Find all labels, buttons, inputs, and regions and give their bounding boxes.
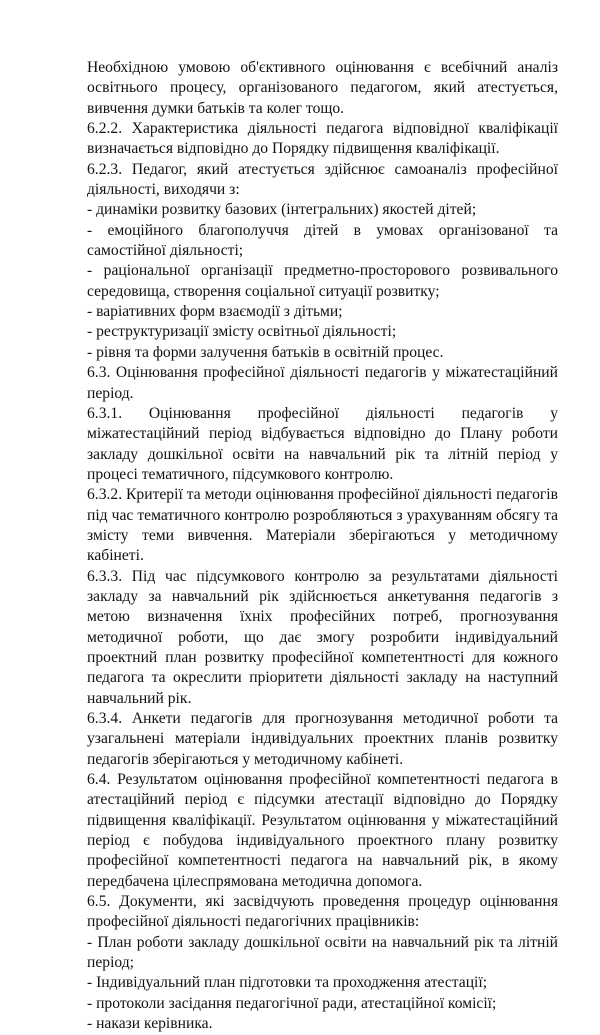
paragraph-intro: Необхідною умовою об'єктивного оцінювання є всебічний аналіз освітнього процесу, організованого педагогом, який атестується, вивчення думки батьків та колег тощо. [87, 59, 558, 117]
list-item: - варіативних форм взаємодії з дітьми; [87, 303, 343, 321]
paragraph-6-3-4: 6.3.4. Анкети педагогів для прогнозування методичної роботи та узагальнені матеріали індивідуальних проектних планів розвитку педагогів зберігаються у методичному кабінеті. [87, 710, 558, 768]
document-page [87, 58, 558, 1035]
list-item: - протоколи засідання педагогічної ради, атестаційної комісії; [87, 994, 497, 1012]
paragraph-6-5: 6.5. Документи, які засвідчують проведення процедур оцінювання професійної діяльності педагогічних працівників: [87, 893, 558, 931]
list-item: - накази керівника. [87, 1015, 213, 1033]
paragraph-6-2-2: 6.2.2. Характеристика діяльності педагога відповідної кваліфікації визначається відповідно до Порядку підвищення кваліфікації. [87, 120, 558, 158]
list-item: - емоційного благополуччя дітей в умовах організованої та самостійної діяльності; [87, 221, 558, 260]
paragraph-6-3-1: 6.3.1. Оцінювання професійної діяльності педагогів у міжатестаційний період відбувається відповідно до Плану роботи закладу дошкільної освіти на навчальний рік та літній період у процесі тематичного, підсумкового контролю. [87, 404, 558, 483]
list-item: - раціональної організації предметно-просторового розвивального середовища, створення соціальної ситуації розвитку; [87, 262, 558, 300]
paragraph-6-2-3: 6.2.3. Педагог, який атестується здійснює самоаналіз професійної діяльності, виходячи з: [87, 160, 558, 199]
paragraph-6-3: 6.3. Оцінювання професійної діяльності педагогів у міжатестаційний період. [87, 364, 558, 402]
list-item: - реструктуризації змісту освітньої діяльності; [87, 323, 397, 341]
paragraph-6-3-3: 6.3.3. Під час підсумкового контролю за результатами діяльності закладу за навчальний рік здійснюється анкетування педагогів з метою визначення їхніх професійних потреб, прогнозування методичної роботи, що дає змогу розробити індивідуальний проектний план розвитку професійної компетентності для кожного педагога та окреслити пріоритети діяльності закладу на наступний навчальний рік. [87, 567, 558, 707]
list-item: - динаміки розвитку базових (інтегральних) якостей дітей; [87, 201, 477, 219]
list-item: - Індивідуальний план підготовки та проходження атестації; [87, 974, 488, 992]
paragraph-6-4: 6.4. Результатом оцінювання професійної компетентності педагога в атестаційний період є підсумки атестації відповідно до Порядку підвищення кваліфікації. Результатом оцінювання у міжатестаційний період є побудова індивідуального проектного плану розвитку професійної компетентності педагога на навчальний рік, в якому передбачена цілеспрямована методична допомога. [87, 771, 558, 890]
paragraph-6-3-2: 6.3.2. Критерії та методи оцінювання професійної діяльності педагогів під час тематичного контролю розробляються з урахуванням обсягу та змісту теми вивчення. Матеріали зберігаються у методичному кабінеті. [87, 486, 558, 565]
list-item: - План роботи закладу дошкільної освіти на навчальний рік та літній період; [87, 933, 558, 972]
list-item: - рівня та форми залучення батьків в освітній процес. [87, 343, 444, 361]
